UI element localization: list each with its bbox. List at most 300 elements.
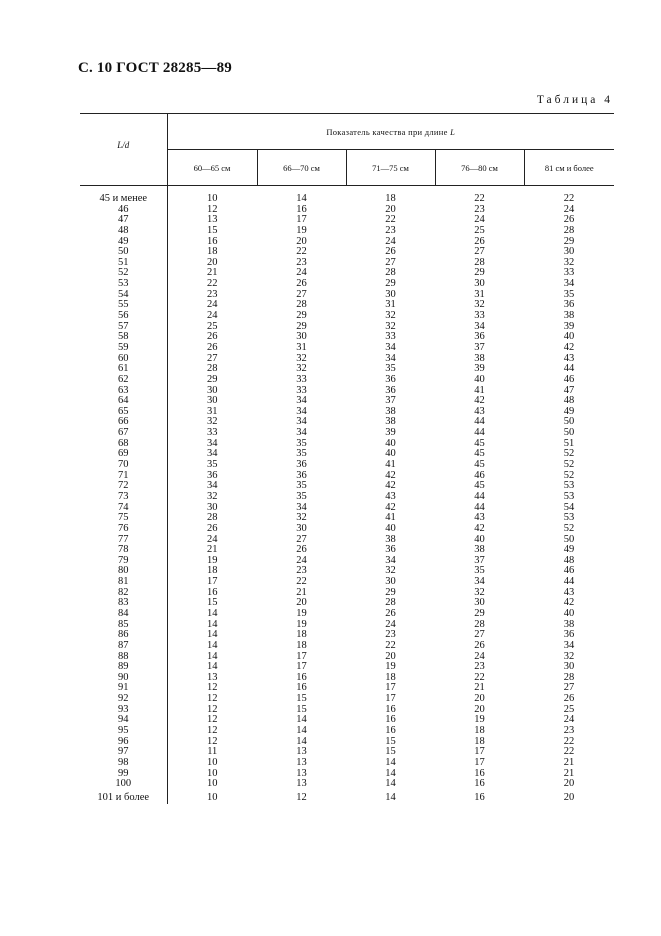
quality-value-cell: 53	[563, 490, 575, 502]
table-row	[80, 652, 614, 663]
table-row	[80, 300, 614, 311]
page-header: С. 10 ГОСТ 28285—89	[78, 60, 232, 76]
quality-value-cell: 12	[207, 682, 218, 694]
quality-value-cell: 45	[474, 480, 485, 492]
quality-value-cell: 49	[563, 405, 575, 417]
quality-value-cell: 15	[385, 735, 396, 747]
table-row	[80, 492, 614, 503]
quality-value-cell: 25	[207, 320, 218, 332]
quality-value-cell: 33	[207, 427, 218, 439]
quality-value-cell: 40	[385, 437, 396, 449]
ld-value-cell: 100	[80, 779, 167, 790]
quality-value-cell: 49	[563, 544, 575, 556]
quality-value-cell: 26	[296, 278, 307, 290]
quality-value-cell: 14	[207, 607, 218, 619]
quality-value-cell: 30	[563, 246, 575, 258]
quality-value-cell: 34	[207, 437, 218, 449]
quality-value-cell: 34	[296, 416, 307, 428]
quality-value-cell: 52	[563, 522, 575, 534]
quality-value-cell: 24	[207, 533, 218, 545]
quality-value-cell: 16	[385, 725, 396, 737]
table-row	[80, 715, 614, 726]
quality-value-cell: 30	[474, 278, 485, 290]
quality-value-cell: 28	[474, 618, 485, 630]
quality-value-cell: 29	[474, 267, 485, 279]
quality-value-cell: 18	[296, 639, 307, 651]
quality-value-cell: 47	[563, 384, 575, 396]
quality-value-cell: 20	[385, 650, 396, 662]
quality-value-cell: 28	[207, 363, 218, 375]
ld-value-cell: 92	[80, 694, 167, 705]
quality-value-cell: 46	[474, 469, 485, 481]
quality-value-cell: 24	[385, 618, 396, 630]
ld-value-cell: 65	[80, 407, 167, 418]
quality-value-cell: 45	[474, 448, 485, 460]
ld-value-cell: 54	[80, 290, 167, 301]
quality-value-cell: 32	[385, 565, 396, 577]
quality-value-cell: 38	[385, 533, 396, 545]
quality-value-cell: 37	[474, 554, 485, 566]
quality-value-cell: 24	[296, 267, 307, 279]
table-row	[80, 226, 614, 237]
quality-value-cell: 52	[563, 448, 575, 460]
quality-value-cell: 30	[563, 661, 575, 673]
quality-value-cell: 42	[385, 501, 396, 513]
quality-value-cell: 22	[474, 671, 485, 683]
ld-value-cell: 89	[80, 662, 167, 673]
quality-value-cell: 44	[563, 363, 575, 375]
quality-value-cell: 33	[385, 331, 396, 343]
ld-value-cell: 86	[80, 630, 167, 641]
quality-value-cell: 34	[563, 278, 575, 290]
table-row	[80, 354, 614, 365]
ld-value-cell: 95	[80, 726, 167, 737]
quality-value-cell: 28	[563, 671, 575, 683]
quality-value-cell: 41	[385, 512, 396, 524]
table-row	[80, 790, 614, 804]
table-row	[80, 683, 614, 694]
table-row	[80, 769, 614, 780]
quality-value-cell: 15	[207, 597, 218, 609]
quality-value-cell: 17	[296, 650, 307, 662]
quality-value-cell: 26	[207, 331, 218, 343]
quality-value-cell: 26	[207, 341, 218, 353]
quality-value-cell: 22	[563, 746, 575, 758]
quality-value-cell: 38	[385, 405, 396, 417]
quality-value-cell: 27	[563, 682, 575, 694]
table-row	[80, 407, 614, 418]
quality-value-cell: 22	[563, 193, 575, 204]
table-row	[80, 396, 614, 407]
table-row	[80, 460, 614, 471]
quality-value-cell: 32	[296, 352, 307, 364]
quality-value-cell: 26	[474, 639, 485, 651]
quality-value-cell: 14	[296, 735, 307, 747]
ld-value-cell: 45 и менее	[80, 186, 167, 205]
quality-value-cell: 25	[563, 703, 575, 715]
table-row	[80, 439, 614, 450]
table-row	[80, 428, 614, 439]
quality-value-cell: 19	[296, 607, 307, 619]
ld-value-cell: 96	[80, 737, 167, 748]
quality-value-cell: 44	[474, 416, 485, 428]
quality-value-cell: 32	[207, 490, 218, 502]
table-row	[80, 279, 614, 290]
quality-value-cell: 38	[563, 618, 575, 630]
quality-value-cell: 31	[296, 341, 307, 353]
ld-value-cell: 67	[80, 428, 167, 439]
quality-value-cell: 19	[296, 618, 307, 630]
quality-value-cell: 34	[207, 480, 218, 492]
quality-value-cell: 50	[563, 533, 575, 545]
quality-value-cell: 34	[296, 427, 307, 439]
quality-value-cell: 27	[296, 288, 307, 300]
quality-value-cell: 38	[563, 310, 575, 322]
quality-value-cell: 43	[563, 352, 575, 364]
quality-value-cell: 20	[296, 235, 307, 247]
quality-value-cell: 32	[474, 299, 485, 311]
quality-value-cell: 43	[474, 512, 485, 524]
ld-value-cell: 87	[80, 641, 167, 652]
quality-value-cell: 34	[296, 501, 307, 513]
quality-value-cell: 22	[385, 214, 396, 226]
quality-value-cell: 34	[385, 352, 396, 364]
quality-value-cell: 26	[385, 246, 396, 258]
quality-value-cell: 13	[296, 756, 307, 768]
quality-value-cell: 35	[296, 437, 307, 449]
ld-value-cell: 75	[80, 513, 167, 524]
quality-value-cell: 28	[296, 299, 307, 311]
quality-value-cell: 23	[474, 661, 485, 673]
quality-value-cell: 12	[207, 714, 218, 726]
quality-value-cell: 30	[207, 384, 218, 396]
quality-value-cell: 36	[385, 373, 396, 385]
quality-value-cell: 12	[207, 203, 218, 215]
ld-value-cell: 49	[80, 237, 167, 248]
quality-value-cell: 13	[296, 767, 307, 779]
quality-value-cell: 43	[563, 586, 575, 598]
ld-value-cell: 97	[80, 747, 167, 758]
table-row	[80, 737, 614, 748]
quality-value-cell: 34	[563, 639, 575, 651]
column-header: 66—70 см	[257, 150, 346, 186]
quality-value-cell: 16	[296, 671, 307, 683]
row-header-ld: L/d	[80, 114, 167, 186]
table-row	[80, 598, 614, 609]
quality-value-cell: 32	[563, 650, 575, 662]
table-row	[80, 471, 614, 482]
quality-value-cell: 39	[563, 320, 575, 332]
quality-value-cell: 34	[474, 576, 485, 588]
quality-value-cell: 14	[207, 661, 218, 673]
table-row	[80, 694, 614, 705]
table-row	[80, 237, 614, 248]
table-caption: Таблица 4	[536, 94, 613, 106]
quality-value-cell: 36	[474, 331, 485, 343]
quality-value-cell: 25	[474, 224, 485, 236]
quality-value-cell: 42	[474, 395, 485, 407]
quality-value-cell: 15	[385, 746, 396, 758]
quality-value-cell: 23	[474, 203, 485, 215]
quality-value-cell: 30	[474, 597, 485, 609]
table-row	[80, 290, 614, 301]
quality-value-cell: 19	[474, 714, 485, 726]
quality-value-cell: 39	[474, 363, 485, 375]
quality-value-cell: 18	[474, 735, 485, 747]
quality-value-cell: 17	[296, 661, 307, 673]
quality-value-cell: 27	[385, 256, 396, 268]
table-row	[80, 524, 614, 535]
table-row	[80, 662, 614, 673]
quality-value-cell: 15	[207, 224, 218, 236]
quality-value-cell: 40	[385, 448, 396, 460]
quality-value-cell: 16	[207, 586, 218, 598]
quality-value-cell: 14	[207, 650, 218, 662]
quality-value-cell: 32	[385, 310, 396, 322]
ld-value-cell: 71	[80, 471, 167, 482]
quality-value-cell: 17	[296, 214, 307, 226]
table-row	[80, 577, 614, 588]
quality-value-cell: 23	[385, 629, 396, 641]
quality-value-cell: 22	[207, 278, 218, 290]
quality-value-cell: 34	[207, 448, 218, 460]
quality-value-cell: 18	[385, 671, 396, 683]
quality-value-cell: 32	[474, 586, 485, 598]
ld-value-cell: 82	[80, 588, 167, 599]
table-row	[80, 247, 614, 258]
quality-value-cell: 26	[563, 693, 575, 705]
table-row	[80, 503, 614, 514]
table-row	[80, 566, 614, 577]
quality-value-cell: 24	[296, 554, 307, 566]
quality-value-cell: 14	[385, 767, 396, 779]
ld-value-cell: 68	[80, 439, 167, 450]
table-row	[80, 186, 614, 205]
quality-value-cell: 50	[563, 427, 575, 439]
group-header	[167, 114, 614, 150]
quality-value-cell: 16	[474, 767, 485, 779]
quality-value-cell: 34	[474, 320, 485, 332]
table-row	[80, 343, 614, 354]
quality-value-cell: 44	[474, 427, 485, 439]
quality-value-cell: 29	[474, 607, 485, 619]
quality-value-cell: 14	[207, 639, 218, 651]
quality-value-cell: 32	[563, 256, 575, 268]
table-row	[80, 747, 614, 758]
quality-value-cell: 22	[474, 193, 485, 204]
table-row	[80, 205, 614, 216]
group-header-var: L	[450, 126, 456, 137]
quality-value-cell: 48	[563, 554, 575, 566]
quality-value-cell: 41	[474, 384, 485, 396]
ld-value-cell: 69	[80, 449, 167, 460]
quality-value-cell: 45	[474, 459, 485, 471]
quality-value-cell: 17	[207, 576, 218, 588]
quality-value-cell: 36	[207, 469, 218, 481]
quality-value-cell: 16	[474, 778, 485, 790]
quality-value-cell: 21	[474, 682, 485, 694]
quality-value-cell: 22	[296, 246, 307, 258]
ld-value-cell: 74	[80, 503, 167, 514]
quality-value-cell: 40	[563, 607, 575, 619]
quality-value-cell: 35	[385, 363, 396, 375]
quality-value-cell: 18	[385, 193, 396, 204]
quality-value-cell: 17	[474, 756, 485, 768]
quality-value-cell: 22	[563, 735, 575, 747]
table-row	[80, 364, 614, 375]
quality-value-cell: 44	[474, 490, 485, 502]
quality-value-cell: 53	[563, 480, 575, 492]
table-row	[80, 705, 614, 716]
quality-value-cell: 15	[296, 693, 307, 705]
ld-value-cell: 98	[80, 758, 167, 769]
column-header: 60—65 см	[167, 150, 257, 186]
ld-value-cell: 59	[80, 343, 167, 354]
quality-value-cell: 50	[563, 416, 575, 428]
quality-value-cell: 28	[385, 597, 396, 609]
table-row	[80, 535, 614, 546]
quality-value-cell: 21	[563, 767, 575, 779]
table-row	[80, 609, 614, 620]
quality-value-cell: 18	[296, 629, 307, 641]
quality-value-cell: 35	[207, 459, 218, 471]
ld-value-cell: 93	[80, 705, 167, 716]
ld-value-cell: 91	[80, 683, 167, 694]
quality-value-cell: 15	[296, 703, 307, 715]
quality-value-cell: 24	[474, 650, 485, 662]
quality-value-cell: 18	[474, 725, 485, 737]
quality-value-cell: 35	[296, 448, 307, 460]
ld-value-cell: 73	[80, 492, 167, 503]
quality-value-cell: 51	[563, 437, 575, 449]
ld-value-cell: 62	[80, 375, 167, 386]
quality-value-cell: 21	[563, 756, 575, 768]
quality-value-cell: 36	[563, 629, 575, 641]
ld-value-cell: 76	[80, 524, 167, 535]
table-row	[80, 641, 614, 652]
quality-value-cell: 16	[385, 703, 396, 715]
ld-value-cell: 51	[80, 258, 167, 269]
quality-value-cell: 12	[296, 791, 307, 803]
quality-value-cell: 35	[296, 490, 307, 502]
quality-value-cell: 32	[296, 363, 307, 375]
quality-value-cell: 26	[563, 214, 575, 226]
quality-value-cell: 16	[296, 203, 307, 215]
table-row	[80, 268, 614, 279]
quality-value-cell: 28	[563, 224, 575, 236]
quality-value-cell: 20	[385, 203, 396, 215]
ld-value-cell: 63	[80, 386, 167, 397]
quality-value-cell: 17	[385, 693, 396, 705]
table-group-header-row	[80, 114, 614, 150]
quality-value-cell: 46	[563, 373, 575, 385]
quality-value-cell: 38	[474, 352, 485, 364]
quality-value-cell: 21	[207, 267, 218, 279]
table-row	[80, 588, 614, 599]
quality-value-cell: 24	[207, 310, 218, 322]
quality-value-cell: 38	[385, 416, 396, 428]
quality-value-cell: 10	[207, 778, 218, 790]
table-row	[80, 779, 614, 790]
ld-value-cell: 66	[80, 417, 167, 428]
quality-value-cell: 44	[474, 501, 485, 513]
quality-value-cell: 34	[385, 341, 396, 353]
quality-value-cell: 44	[563, 576, 575, 588]
ld-value-cell: 85	[80, 620, 167, 631]
ld-value-cell: 78	[80, 545, 167, 556]
quality-value-cell: 36	[296, 459, 307, 471]
quality-value-cell: 29	[296, 310, 307, 322]
quality-value-cell: 48	[563, 395, 575, 407]
quality-value-cell: 30	[296, 331, 307, 343]
ld-value-cell: 83	[80, 598, 167, 609]
quality-value-cell: 13	[296, 778, 307, 790]
quality-value-cell: 22	[385, 639, 396, 651]
column-header: 76—80 см	[435, 150, 524, 186]
table-row	[80, 758, 614, 769]
quality-value-cell: 30	[207, 501, 218, 513]
ld-value-cell: 55	[80, 300, 167, 311]
ld-value-cell: 80	[80, 566, 167, 577]
quality-value-cell: 36	[563, 299, 575, 311]
quality-value-cell: 30	[296, 522, 307, 534]
quality-table	[80, 113, 614, 804]
quality-value-cell: 42	[385, 469, 396, 481]
quality-value-cell: 13	[296, 746, 307, 758]
ld-value-cell: 88	[80, 652, 167, 663]
quality-value-cell: 52	[563, 459, 575, 471]
quality-value-cell: 19	[207, 554, 218, 566]
quality-value-cell: 28	[385, 267, 396, 279]
quality-value-cell: 20	[474, 703, 485, 715]
quality-value-cell: 38	[474, 544, 485, 556]
quality-value-cell: 36	[385, 384, 396, 396]
ld-value-cell: 81	[80, 577, 167, 588]
quality-value-cell: 12	[207, 735, 218, 747]
quality-value-cell: 16	[474, 791, 485, 803]
quality-value-cell: 14	[296, 193, 307, 204]
quality-value-cell: 24	[207, 299, 218, 311]
ld-value-cell: 60	[80, 354, 167, 365]
quality-value-cell: 16	[385, 714, 396, 726]
column-header: 71—75 см	[346, 150, 435, 186]
quality-value-cell: 30	[385, 576, 396, 588]
quality-value-cell: 36	[385, 544, 396, 556]
quality-value-cell: 40	[474, 533, 485, 545]
table-row	[80, 375, 614, 386]
ld-value-cell: 48	[80, 226, 167, 237]
table-row	[80, 545, 614, 556]
quality-value-cell: 27	[474, 246, 485, 258]
quality-value-cell: 30	[385, 288, 396, 300]
ld-value-cell: 61	[80, 364, 167, 375]
quality-value-cell: 46	[563, 565, 575, 577]
quality-value-cell: 52	[563, 469, 575, 481]
quality-value-cell: 40	[563, 331, 575, 343]
quality-value-cell: 11	[207, 746, 218, 758]
table-row	[80, 673, 614, 684]
quality-value-cell: 26	[296, 544, 307, 556]
quality-value-cell: 34	[296, 395, 307, 407]
quality-value-cell: 40	[474, 373, 485, 385]
quality-value-cell: 26	[474, 235, 485, 247]
quality-value-cell: 32	[207, 416, 218, 428]
quality-value-cell: 33	[563, 267, 575, 279]
quality-value-cell: 34	[296, 405, 307, 417]
quality-value-cell: 12	[207, 693, 218, 705]
quality-value-cell: 31	[474, 288, 485, 300]
quality-value-cell: 29	[563, 235, 575, 247]
